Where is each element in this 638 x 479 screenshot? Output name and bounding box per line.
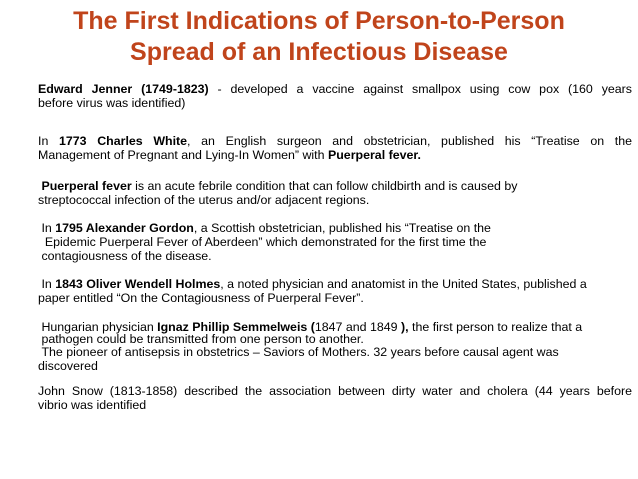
white-name: Charles White <box>86 134 188 148</box>
paragraph-charles-white <box>38 134 632 162</box>
paragraph-jenner <box>38 82 632 110</box>
white-year: 1773 <box>58 134 87 148</box>
jenner-line-1-text: - developed a vaccine against smallpox using cow pox (160 years <box>208 82 632 96</box>
gordon-line-1-text: , a Scottish obstetrician, published his “Treatise on the <box>193 221 491 235</box>
gordon-line-2 <box>38 235 632 249</box>
holmes-line-2: paper entitled “On the Contagiousness of Puerperal Fever”. <box>38 291 364 306</box>
slide-title <box>20 6 618 68</box>
puerperal-line-1 <box>38 179 632 193</box>
jenner-line-1 <box>38 82 632 96</box>
snow-line-1: John Snow (1813-1858) described the association between dirty water and cholera (44 years before <box>38 384 632 398</box>
paragraph-semmelweis <box>38 320 632 374</box>
holmes-line-1-text: , a noted physician and anatomist in the United States, published a <box>220 277 587 291</box>
puerperal-line-1-text: is an acute febrile condition that can follow childbirth and is caused by <box>131 179 518 193</box>
white-line-2 <box>38 148 632 162</box>
gordon-name: 1795 Alexander Gordon <box>55 221 194 235</box>
puerperal-term: Puerperal fever <box>41 179 132 193</box>
white-line-2-text: Management of Pregnant and Lying-In Women” with <box>38 148 328 163</box>
semmelweis-line-3-text: The pioneer of antisepsis in obstetrics – Saviors of Mothers. 32 years before causal agent was <box>41 345 559 360</box>
puerperal-line-2: streptococcal infection of the uterus and/or adjacent regions. <box>38 193 370 208</box>
white-line-1 <box>38 134 632 148</box>
jenner-line-2: before virus was identified) <box>38 96 186 111</box>
gordon-line-2-text: Epidemic Puerperal Fever of Aberdeen” which demonstrated for the first time the <box>44 235 487 250</box>
semmelweis-years: 1847 and 1849 <box>314 320 401 334</box>
gordon-line-3 <box>38 249 632 263</box>
slide-title-line-2: Spread of an Infectious Disease <box>130 38 508 66</box>
jenner-name: Edward Jenner (1749-1823) <box>38 82 209 96</box>
slide-title-line-1: The First Indications of Person-to-Person <box>73 7 565 35</box>
semmelweis-line-1-text: the first person to realize that a <box>408 320 583 334</box>
white-line-1-text: , an English surgeon and obstetrician, published his “Treatise on the <box>187 134 632 148</box>
white-puerperal-fever: Puerperal fever. <box>327 148 421 163</box>
holmes-name: 1843 Oliver Wendell Holmes <box>55 277 221 291</box>
semmelweis-name: Ignaz Phillip Semmelweis ( <box>157 320 315 334</box>
semmelweis-line-4: discovered <box>38 359 98 374</box>
semmelweis-line-2 <box>38 334 632 345</box>
paragraph-puerperal-fever <box>38 179 632 207</box>
holmes-line-1 <box>38 277 632 291</box>
holmes-prefix: In <box>41 277 56 291</box>
white-prefix: In <box>38 134 59 148</box>
snow-line-2: vibrio was identified <box>38 398 147 413</box>
gordon-line-3-text: contagiousness of the disease. <box>41 249 212 264</box>
paragraph-alexander-gordon <box>38 221 632 264</box>
semmelweis-line-2-text: pathogen could be transmitted from one person to another. <box>41 332 364 347</box>
semmelweis-line-3 <box>38 345 632 359</box>
semmelweis-prefix: Hungarian physician <box>41 320 158 334</box>
paragraph-john-snow <box>38 384 632 412</box>
semmelweis-paren: ), <box>401 320 409 334</box>
gordon-line-1 <box>38 221 632 235</box>
gordon-prefix: In <box>41 221 56 235</box>
paragraph-oliver-wendell-holmes <box>38 277 632 305</box>
